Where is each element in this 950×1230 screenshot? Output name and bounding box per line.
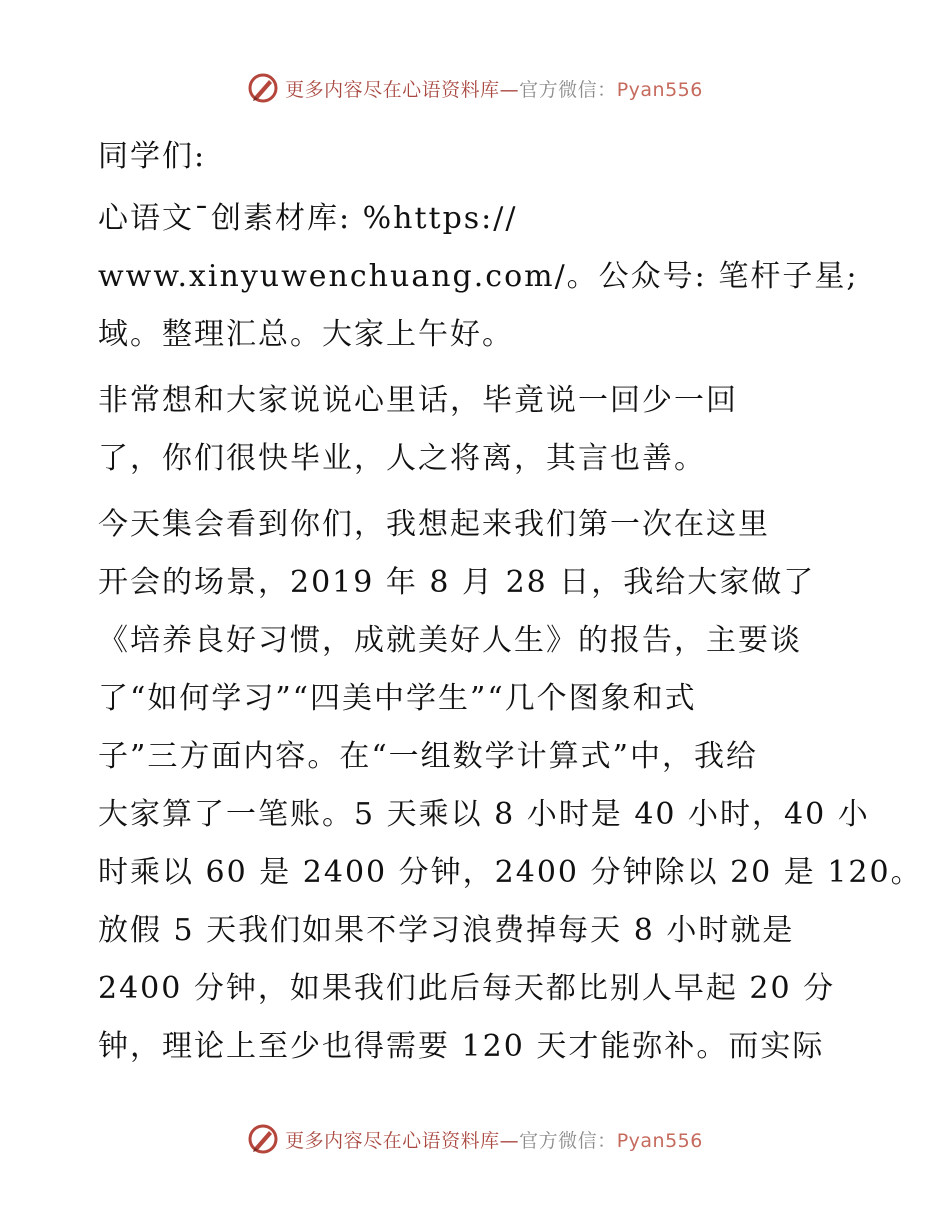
body-line: 子”三方面内容。在“一组数学计算式”中，我给: [98, 739, 759, 774]
footer-dash: —: [499, 1129, 520, 1152]
footer-wechat-label: 官方微信：: [519, 1129, 617, 1152]
header-wechat-label: 官方微信：: [519, 78, 617, 101]
footer-wechat-id: Pyan556: [616, 1129, 703, 1152]
header-dash: —: [499, 78, 520, 101]
body-line: 时乘以 60 是 2400 分钟，2400 分钟除以 20 是 120。: [98, 855, 923, 890]
footer-text: [285, 1126, 703, 1153]
pen-logo-icon: [247, 1123, 279, 1155]
body-line: 心语文¯创素材库: %https://: [98, 201, 518, 236]
body-line: 钟，理论上至少也得需要 120 天才能弥补。而实际: [98, 1029, 825, 1064]
body-line: 今天集会看到你们，我想起来我们第一次在这里: [98, 507, 770, 542]
body-line: 大家算了一笔账。5 天乘以 8 小时是 40 小时，40 小: [98, 797, 870, 832]
body-line: 开会的场景，2019 年 8 月 28 日，我给大家做了: [98, 565, 816, 600]
header-banner: [0, 72, 950, 104]
header-wechat-id: Pyan556: [616, 78, 703, 101]
document-body: [98, 128, 923, 1076]
header-text: [285, 75, 703, 102]
footer-banner: [0, 1123, 950, 1155]
body-line: 非常想和大家说说心里话，毕竟说一回少一回: [98, 383, 738, 418]
header-brand: 更多内容尽在心语资料库: [285, 78, 500, 101]
footer-brand: 更多内容尽在心语资料库: [285, 1129, 500, 1152]
body-line: 《培养良好习惯，成就美好人生》的报告，主要谈: [98, 623, 802, 658]
body-line: 了，你们很快毕业，人之将离，其言也善。: [98, 441, 706, 476]
body-line: 2400 分钟，如果我们此后每天都比别人早起 20 分: [98, 971, 836, 1006]
body-line: www.xinyuwenchuang.com/。公众号: 笔杆子星;: [98, 259, 859, 294]
body-line: 同学们:: [98, 139, 207, 174]
body-line: 域。整理汇总。大家上午好。: [98, 317, 514, 352]
pen-logo-icon: [247, 72, 279, 104]
body-line: 放假 5 天我们如果不学习浪费掉每天 8 小时就是: [98, 913, 795, 948]
body-line: 了“如何学习”“四美中学生”“几个图象和式: [98, 681, 697, 716]
